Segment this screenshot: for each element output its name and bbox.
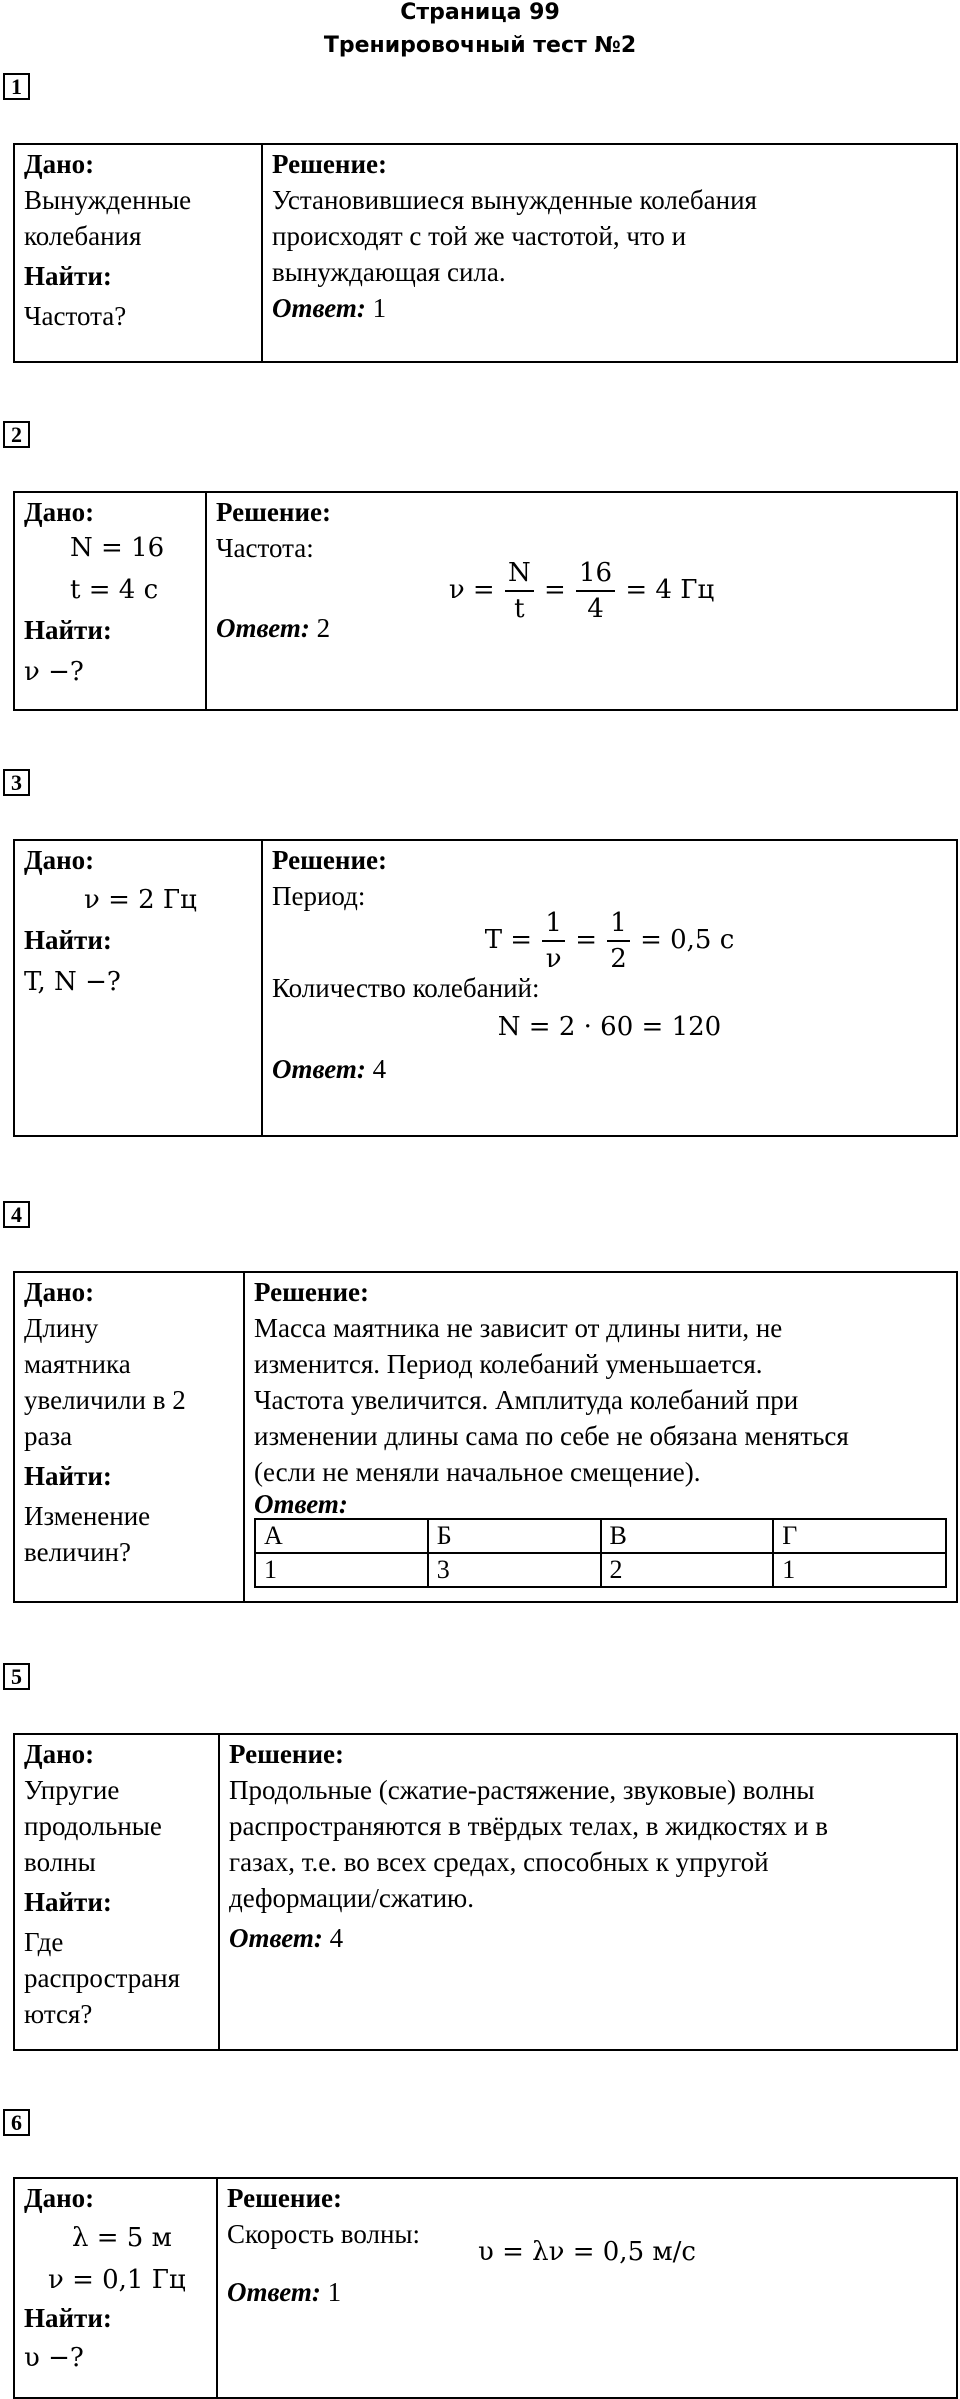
answer-cell: 2 [601, 1553, 774, 1587]
numerator: 1 [542, 906, 565, 942]
task-4-given-cell [14, 1272, 244, 1602]
solution-line: газах, т.е. во всех средах, способных к упругой [229, 1847, 769, 1877]
answer-label: Ответ: [229, 1923, 323, 1953]
numerator: 1 [607, 906, 630, 942]
count-label: Количество колебаний: [272, 973, 540, 1003]
solution-line: изменится. Период колебаний уменьшается. [254, 1349, 763, 1379]
solution-line: изменении длины сама по себе не обязана меняться [254, 1421, 849, 1451]
answer-cell: 1 [255, 1553, 428, 1587]
answer-line [227, 2274, 947, 2310]
denominator: 4 [587, 594, 604, 624]
solution-intro: Частота: [216, 533, 314, 563]
given-line: раза [24, 1421, 73, 1451]
velocity-formula: υ = λν = 0,5 м/с [478, 2237, 696, 2267]
given-line: ν = 2 Гц [84, 885, 197, 915]
equals-sign: = [575, 925, 597, 955]
solution-line: Частота увеличится. Амплитуда колебаний при [254, 1385, 799, 1415]
task-number-4: 4 [3, 1201, 30, 1228]
answer-value: 1 [372, 293, 387, 323]
task-5-solution-cell [219, 1734, 957, 2050]
equals-sign: = [543, 575, 566, 605]
task-5-table [13, 1733, 958, 2051]
denominator: t [514, 594, 525, 624]
given-label: Дано: [24, 497, 95, 527]
answer-label: Ответ: [272, 293, 366, 323]
answer-header: А [255, 1519, 428, 1553]
answer-label: Ответ: [272, 1054, 366, 1084]
answer-label: Ответ: [227, 2277, 321, 2307]
find-line: величин? [24, 1537, 131, 1567]
solution-intro: Период: [272, 881, 366, 911]
find-label: Найти: [24, 1887, 112, 1917]
formula-result: = 4 Гц [625, 575, 715, 605]
fraction [607, 906, 630, 976]
page-subtitle: Тренировочный тест №2 [323, 33, 637, 58]
solution-line: Продольные (сжатие-растяжение, звуковые) волны [229, 1775, 815, 1805]
answer-label: Ответ: [254, 1489, 348, 1519]
given-label: Дано: [24, 1277, 95, 1307]
period-formula [272, 906, 947, 976]
task-6-solution-cell [217, 2178, 957, 2398]
solution-label: Решение: [216, 497, 331, 527]
answer-line [272, 1051, 947, 1087]
answer-header: Г [773, 1519, 946, 1553]
task-number-1: 1 [3, 73, 30, 100]
formula-lhs: ν = [448, 575, 495, 605]
answer-cell: 3 [428, 1553, 601, 1587]
answer-label: Ответ: [216, 613, 310, 643]
task-3-given-cell [14, 840, 262, 1136]
denominator: 2 [610, 944, 627, 974]
task-number-5: 5 [3, 1663, 30, 1690]
answer-header: В [601, 1519, 774, 1553]
solution-label: Решение: [227, 2183, 342, 2213]
solution-line: Установившиеся вынужденные колебания [272, 185, 757, 215]
find-line: распространя [24, 1963, 181, 1993]
given-line: t = 4 с [70, 575, 159, 605]
find-line: Где [24, 1927, 64, 1957]
answer-value: 4 [329, 1923, 344, 1953]
task-number-3: 3 [3, 769, 30, 796]
find-value: ν −? [24, 657, 84, 687]
solution-line: (если не меняли начальное смещение). [254, 1457, 701, 1487]
find-line: Изменение [24, 1501, 151, 1531]
task-1-table [13, 143, 958, 363]
given-line: Упругие [24, 1775, 120, 1805]
solution-intro: Скорость волны: [227, 2219, 421, 2249]
solution-line: распространяются в твёрдых телах, в жидкостях и в [229, 1811, 828, 1841]
find-line: ются? [24, 1999, 93, 2029]
given-line: N = 16 [70, 533, 165, 563]
given-label: Дано: [24, 845, 95, 875]
find-label: Найти: [24, 261, 112, 291]
numerator: N [505, 556, 534, 592]
answer-cell: 1 [773, 1553, 946, 1587]
given-line: маятника [24, 1349, 131, 1379]
denominator: ν [545, 944, 562, 974]
task-2-table [13, 491, 958, 711]
given-line: Вынужденные [24, 185, 192, 215]
answer-value: 2 [316, 613, 331, 643]
answer-table [254, 1518, 947, 1588]
count-formula: N = 2 · 60 = 120 [497, 1012, 722, 1042]
given-label: Дано: [24, 2183, 95, 2213]
find-label: Найти: [24, 615, 112, 645]
solution-line: вынуждающая сила. [272, 257, 506, 287]
task-6-given-cell [14, 2178, 217, 2398]
fraction [542, 906, 565, 976]
task-number-6: 6 [3, 2109, 30, 2136]
task-3-solution-cell [262, 840, 957, 1136]
numerator: 16 [576, 556, 615, 592]
solution-label: Решение: [229, 1739, 344, 1769]
given-line: колебания [24, 221, 142, 251]
formula-lhs: T = [484, 925, 533, 955]
task-6-table [13, 2177, 958, 2399]
given-line: ν = 0,1 Гц [48, 2265, 186, 2295]
given-line: волны [24, 1847, 96, 1877]
answer-value: 4 [372, 1054, 387, 1084]
solution-line: происходят с той же частотой, что и [272, 221, 687, 251]
solution-label: Решение: [272, 149, 387, 179]
given-line: Длину [24, 1313, 99, 1343]
task-number-2: 2 [3, 421, 30, 448]
solution-line: деформации/сжатию. [229, 1883, 474, 1913]
task-2-solution-cell [206, 492, 957, 710]
answer-line [229, 1920, 947, 1956]
solution-label: Решение: [272, 845, 387, 875]
task-2-given-cell [14, 492, 206, 710]
task-3-table [13, 839, 958, 1137]
fraction [505, 556, 534, 626]
task-1-given-cell [14, 144, 262, 362]
page-title: Страница 99 [400, 0, 560, 25]
find-value: Частота? [24, 301, 127, 331]
task-4-solution-cell [244, 1272, 957, 1602]
find-label: Найти: [24, 1461, 112, 1491]
solution-line: Масса маятника не зависит от длины нити, не [254, 1313, 783, 1343]
find-label: Найти: [24, 2303, 112, 2333]
find-value: υ −? [24, 2343, 84, 2373]
answer-value: 1 [327, 2277, 342, 2307]
solution-label: Решение: [254, 1277, 369, 1307]
find-label: Найти: [24, 925, 112, 955]
given-line: λ = 5 м [72, 2223, 172, 2253]
task-5-given-cell [14, 1734, 219, 2050]
find-value: T, N −? [24, 967, 121, 997]
given-label: Дано: [24, 149, 95, 179]
answer-header: Б [428, 1519, 601, 1553]
given-line: продольные [24, 1811, 162, 1841]
task-4-table [13, 1271, 958, 1603]
task-1-solution-cell [262, 144, 957, 362]
formula-result: = 0,5 с [640, 925, 735, 955]
given-label: Дано: [24, 1739, 95, 1769]
answer-line [272, 290, 947, 326]
given-line: увеличили в 2 [24, 1385, 186, 1415]
fraction [576, 556, 615, 626]
